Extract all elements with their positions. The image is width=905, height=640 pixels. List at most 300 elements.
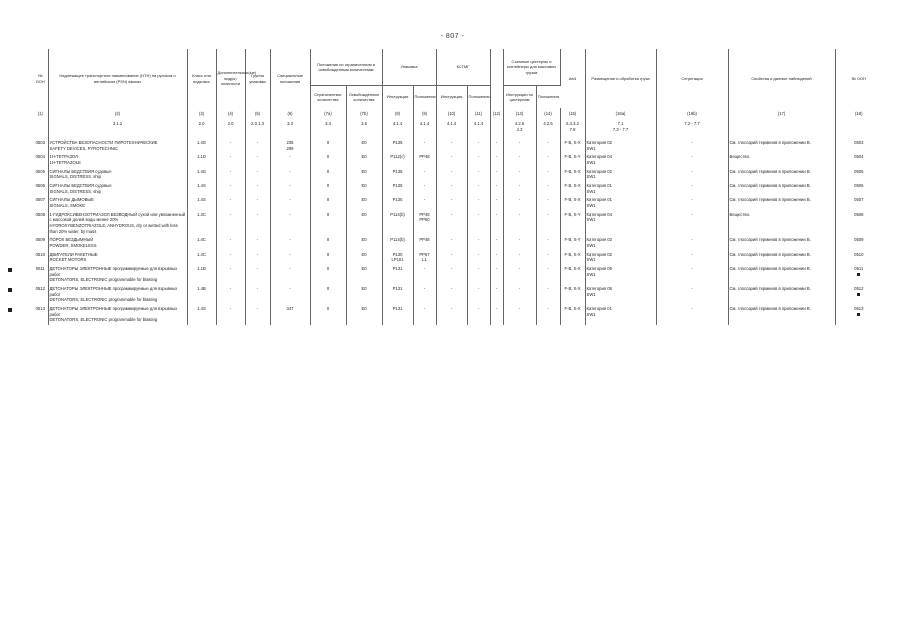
excepted-quantity: E0 [346, 139, 382, 153]
class: 1.4G [187, 168, 216, 182]
table-row [33, 182, 882, 196]
packing-provision: - [413, 285, 436, 305]
segregation: - [656, 153, 728, 167]
row-marker-icon [8, 288, 12, 292]
subsidiary-hazard: - [216, 251, 245, 265]
ems-code: F-B, S-X [560, 139, 585, 153]
header-ibc-provisions: Положения [467, 86, 490, 109]
tank-instruction: - [503, 305, 536, 325]
column-number: (3) [187, 108, 216, 120]
tank-instruction: - [503, 182, 536, 196]
class: 1.4C [187, 236, 216, 250]
ibc-instruction: - [436, 182, 467, 196]
header-excepted: Освобожденные количества [346, 86, 382, 109]
packing-provision: PP48 [413, 236, 436, 250]
header-packing-provisions: Положения [413, 86, 436, 109]
column-number: (17) [728, 108, 835, 120]
column-number: (6) [270, 108, 310, 120]
header-class: Класс или подкласс [187, 49, 216, 108]
packing-provision: PP67 L1 [413, 251, 436, 265]
ibc-instruction: - [436, 196, 467, 210]
limited-quantity: 0 [310, 168, 346, 182]
properties-observations: См. глоссарий терминов в приложении В. [728, 168, 835, 182]
stowage-handling: Категория 04 SW1 [585, 153, 656, 167]
tank-instruction: - [503, 236, 536, 250]
header-ibc: КСГМГ [436, 49, 490, 86]
tank-provision: - [536, 196, 560, 210]
ibc-provision: - [467, 285, 490, 305]
column-number: (5) [245, 108, 270, 120]
column-number: (18) [855, 111, 863, 117]
column-number: (1) [33, 108, 48, 120]
limited-quantity: 0 [310, 251, 346, 265]
column-number: (7b) [346, 108, 382, 120]
properties-observations: Вещество. [728, 153, 835, 167]
proper-shipping-name: 1-ГИДРОКСИБЕНЗОТРИАЗОЛ БЕЗВОДНЫЙ сухой или увлажненный с массовой долей воды менее 20% HYDROXYBENZOTRIAZOLE, ANHYDROUS, dry or wetted with less than 20% water, by mass [48, 211, 187, 237]
packing-group: - [245, 211, 270, 237]
special-provisions: - [270, 265, 310, 285]
packing-provision: - [413, 265, 436, 285]
tank-provision: - [536, 236, 560, 250]
class: 1.4G [187, 139, 216, 153]
packing-group: - [245, 196, 270, 210]
packing-instruction: P114(b) [382, 236, 413, 250]
ems-code: F-B, S-Y [560, 153, 585, 167]
column-number: (13) [503, 108, 536, 120]
column-number: (2) [48, 108, 187, 120]
tank-provision: - [536, 285, 560, 305]
ibc-instruction: - [436, 168, 467, 182]
column-number: (14) [536, 108, 560, 120]
segregation: - [656, 168, 728, 182]
ems-code: F-B, S-X [560, 196, 585, 210]
tank-provision: - [536, 139, 560, 153]
ibc-provision: - [467, 265, 490, 285]
ibc-provision: - [467, 182, 490, 196]
column-reference: 2.0 [216, 120, 245, 139]
special-provisions: - [270, 153, 310, 167]
table-row [33, 285, 882, 305]
proper-shipping-name: СИГНАЛЫ БЕДСТВИЯ судовые SIGNALS, DISTRESS, ship [48, 182, 187, 196]
subsidiary-hazard: - [216, 168, 245, 182]
column-reference: 3.1.2 [48, 120, 187, 139]
un-number-end: 0510 [854, 251, 864, 257]
ibc-provision: - [467, 196, 490, 210]
segregation: - [656, 196, 728, 210]
packing-provision: - [413, 305, 436, 325]
column-number: (9) [413, 108, 436, 120]
properties-observations: См. глоссарий терминов в приложении В. [728, 305, 835, 325]
header-limited-excepted: Положения по ограниченным и освобожденным количествам [310, 49, 382, 86]
packing-group: - [245, 153, 270, 167]
ibc-provision: - [467, 236, 490, 250]
header-limited: Ограниченные количества [310, 86, 346, 109]
column-reference: 3.4 [310, 120, 346, 139]
column-reference [835, 120, 882, 139]
un-number: 0503 [33, 139, 48, 153]
packing-provision: - [413, 139, 436, 153]
table-row [33, 305, 882, 325]
un-number: 0508 [33, 211, 48, 237]
limited-quantity: 0 [310, 305, 346, 325]
proper-shipping-name: СИГНАЛЫ ДЫМОВЫЕ SIGNALS, SMOKE [48, 196, 187, 210]
tank-provision: - [536, 153, 560, 167]
column-reference: 2.0.1.3 [245, 120, 270, 139]
un-number: 0504 [33, 153, 48, 167]
packing-instruction: P131 [382, 265, 413, 285]
packing-instruction: P130 LP101 [382, 251, 413, 265]
packing-instruction: P131 [382, 285, 413, 305]
table-row [33, 251, 882, 265]
limited-quantity: 0 [310, 265, 346, 285]
column-12: - [490, 168, 503, 182]
tank-provision: - [536, 211, 560, 237]
properties-observations: См. глоссарий терминов в приложении В. [728, 182, 835, 196]
page-number: - 807 - [440, 33, 465, 40]
un-number: 0513 [33, 305, 48, 325]
header-segregation: Сегрегация [656, 49, 728, 108]
header-tank-provisions: Положения [537, 94, 559, 100]
header-col-12 [490, 49, 503, 108]
proper-shipping-name: ДВИГАТЕЛИ РАКЕТНЫЕ ROCKET MOTORS [48, 251, 187, 265]
ibc-instruction: - [436, 251, 467, 265]
packing-group: - [245, 265, 270, 285]
class: 1.4B [187, 285, 216, 305]
un-number: 0512 [33, 285, 48, 305]
excepted-quantity: E0 [346, 182, 382, 196]
change-marker-icon [857, 293, 860, 296]
packing-provision: - [413, 182, 436, 196]
stowage-handling: Категория 02 SW1 [585, 168, 656, 182]
column-reference: 5.4.3.2 7.8 [560, 120, 585, 139]
stowage-handling: Категория 02 SW1 [585, 236, 656, 250]
header-name: Надлежащее транспортное наименование (НТН) на русском и английском (PSN) языках [48, 49, 187, 108]
limited-quantity: 0 [310, 236, 346, 250]
change-marker-icon [857, 313, 860, 316]
packing-instruction: P131 [382, 305, 413, 325]
limited-quantity: 0 [310, 285, 346, 305]
ems-code: F-B, S-X [560, 251, 585, 265]
tank-provision: - [536, 265, 560, 285]
subsidiary-hazard: - [216, 182, 245, 196]
ibc-provision: - [467, 139, 490, 153]
subsidiary-hazard: - [216, 265, 245, 285]
header-subsidiary: Дополнительная(ые) вид(ы) опасности [216, 49, 245, 108]
segregation: - [656, 236, 728, 250]
tank-instruction: - [503, 139, 536, 153]
column-number: (11) [467, 108, 490, 120]
header-portable-tanks: Съемные цистерны и контейнеры для массовых грузов [503, 49, 560, 86]
excepted-quantity: E0 [346, 153, 382, 167]
ems-code: F-B, S-X [560, 265, 585, 285]
un-number-end: 0511 [835, 265, 882, 285]
stowage-handling: Категория 01 SW1 [585, 196, 656, 210]
properties-observations: См. глоссарий терминов в приложении В. [728, 236, 835, 250]
segregation: - [656, 182, 728, 196]
excepted-quantity: E0 [346, 285, 382, 305]
column-12: - [490, 139, 503, 153]
header-ems: АвЧ [560, 49, 585, 108]
column-reference-row [33, 120, 882, 139]
excepted-quantity: E0 [346, 236, 382, 250]
tank-provision: - [536, 251, 560, 265]
class: 1.3C [187, 211, 216, 237]
row-marker-icon [8, 308, 12, 312]
table-row [33, 168, 882, 182]
un-number-end: 0504 [854, 154, 864, 160]
change-marker-icon [857, 273, 860, 276]
class: 1.4S [187, 182, 216, 196]
column-reference [33, 120, 48, 139]
ems-code: F-B, S-X [560, 168, 585, 182]
special-provisions: - [270, 211, 310, 237]
class: 1.4S [187, 305, 216, 325]
properties-observations: См. глоссарий терминов в приложении В. [728, 139, 835, 153]
excepted-quantity: E0 [346, 211, 382, 237]
column-reference: 4.1.4 [467, 120, 490, 139]
proper-shipping-name: СИГНАЛЫ БЕДСТВИЯ судовые SIGNALS, DISTRESS, ship [48, 168, 187, 182]
subsidiary-hazard: - [216, 305, 245, 325]
limited-quantity: 0 [310, 153, 346, 167]
special-provisions: - [270, 236, 310, 250]
subsidiary-hazard: - [216, 153, 245, 167]
column-number: (4) [216, 108, 245, 120]
properties-observations: См. глоссарий терминов в приложении В. [728, 251, 835, 265]
un-number-end: 0506 [854, 183, 864, 189]
packing-instruction: P114(b) [382, 211, 413, 237]
header-properties: Свойства и данные наблюдений [728, 49, 835, 108]
column-12: - [490, 196, 503, 210]
stowage-handling: Категория 01 SW1 [585, 305, 656, 325]
packing-instruction: P135 [382, 182, 413, 196]
ibc-provision: - [467, 168, 490, 182]
tank-instruction: - [503, 285, 536, 305]
subsidiary-hazard: - [216, 139, 245, 153]
packing-group: - [245, 285, 270, 305]
packing-instruction: P112(c) [382, 153, 413, 167]
column-number: (16a) [585, 108, 656, 120]
column-reference [490, 120, 503, 139]
special-provisions: - [270, 168, 310, 182]
un-number: 0505 [33, 168, 48, 182]
ems-code: F-B, S-X [560, 305, 585, 325]
column-reference: 4.2.5 [536, 120, 560, 139]
column-reference: 2.0 [187, 120, 216, 139]
special-provisions: - [270, 182, 310, 196]
stowage-handling: Категория 02 SW1 [585, 251, 656, 265]
ibc-instruction: - [436, 211, 467, 237]
class: 1.1D [187, 153, 216, 167]
packing-instruction: P135 [382, 168, 413, 182]
tank-instruction: - [503, 196, 536, 210]
column-reference: 3.5 [346, 120, 382, 139]
un-number-end: 0513 [835, 305, 882, 325]
tank-instruction: - [503, 168, 536, 182]
table-row [33, 139, 882, 153]
header-stowage: Размещение и обработка груза [585, 49, 656, 108]
segregation: - [656, 305, 728, 325]
ibc-instruction: - [436, 236, 467, 250]
packing-provision: - [413, 196, 436, 210]
packing-group: - [245, 236, 270, 250]
dangerous-goods-rows [33, 139, 882, 325]
excepted-quantity: E0 [346, 265, 382, 285]
column-12: - [490, 182, 503, 196]
column-number-row [33, 108, 882, 120]
column-12: - [490, 153, 503, 167]
special-provisions: - [270, 285, 310, 305]
tank-instruction: - [503, 265, 536, 285]
tank-provision: - [536, 305, 560, 325]
column-reference: 4.1.4 [413, 120, 436, 139]
un-number-end: 0507 [854, 197, 864, 203]
un-number-end: 0508 [854, 211, 864, 217]
header-row-main [33, 49, 882, 86]
special-provisions: 235 289 [270, 139, 310, 153]
header-packing-instructions: Инструкции [382, 86, 413, 109]
proper-shipping-name: ДЕТОНАТОРЫ ЭЛЕКТРОННЫЕ программируемые для взрывных работ DETONATORS, ELECTRONIC programmable for blasting [48, 285, 187, 305]
header-un-no: № ООН [33, 49, 48, 108]
subsidiary-hazard: - [216, 236, 245, 250]
column-number: (15) [560, 108, 585, 120]
tank-provision: - [536, 182, 560, 196]
tank-instruction: - [503, 211, 536, 237]
un-number-end: 0505 [854, 168, 864, 174]
un-number-end: 0509 [854, 237, 864, 243]
ibc-provision: - [467, 305, 490, 325]
segregation: - [656, 251, 728, 265]
excepted-quantity: E0 [346, 168, 382, 182]
subsidiary-hazard: - [216, 211, 245, 237]
column-reference: 4.1.4 [382, 120, 413, 139]
special-provisions: - [270, 196, 310, 210]
ems-code: F-B, S-X [560, 182, 585, 196]
un-number-end: 0503 [854, 140, 864, 145]
column-number: (7a) [310, 108, 346, 120]
limited-quantity: 0 [310, 196, 346, 210]
proper-shipping-name: ПОРОХ БЕЗДЫМНЫЙ POWDER, SMOKELESS [48, 236, 187, 250]
limited-quantity: 0 [310, 182, 346, 196]
column-reference: 4.1.4 [436, 120, 467, 139]
table-row [33, 265, 882, 285]
ibc-instruction: - [436, 153, 467, 167]
ibc-provision: - [467, 251, 490, 265]
column-number: (8) [382, 108, 413, 120]
packing-group: - [245, 305, 270, 325]
ems-code: F-B, S-X [560, 285, 585, 305]
packing-provision: PP48 [413, 153, 436, 167]
ibc-provision: - [467, 211, 490, 237]
ems-code: F-B, S-Y [560, 211, 585, 237]
stowage-handling: Категория 01 SW1 [585, 182, 656, 196]
segregation: - [656, 211, 728, 237]
limited-quantity: 0 [310, 139, 346, 153]
segregation: - [656, 265, 728, 285]
column-number: (12) [490, 108, 503, 120]
proper-shipping-name: УСТРОЙСТВА БЕЗОПАСНОСТИ ПИРОТЕХНИЧЕСКИЕ SAFETY DEVICES, PYROTECHNIC [48, 139, 187, 153]
stowage-handling: Категория 04 SW1 [585, 211, 656, 237]
excepted-quantity: E0 [346, 196, 382, 210]
proper-shipping-name: 1Н-ТЕТРАЗОЛ 1H-TETRAZOLE [48, 153, 187, 167]
table-row [33, 236, 882, 250]
column-12: - [490, 236, 503, 250]
dangerous-goods-list-table [33, 49, 882, 325]
subsidiary-hazard: - [216, 285, 245, 305]
properties-observations: Вещество. [728, 211, 835, 237]
column-12: - [490, 305, 503, 325]
table-row [33, 196, 882, 210]
stowage-handling: Категория 05 SW1 [585, 285, 656, 305]
column-number: (16b) [656, 108, 728, 120]
header-packing-group: Группа упаковки [245, 49, 270, 108]
column-reference: 3.3 [270, 120, 310, 139]
packing-group: - [245, 182, 270, 196]
limited-quantity: 0 [310, 211, 346, 237]
segregation: - [656, 285, 728, 305]
ibc-instruction: - [436, 139, 467, 153]
column-12: - [490, 265, 503, 285]
proper-shipping-name: ДЕТОНАТОРЫ ЭЛЕКТРОННЫЕ программируемые для взрывных работ DETONATORS, ELECTRONIC programmable for blasting [48, 305, 187, 325]
un-number-end: 0512 [835, 285, 882, 305]
column-12: - [490, 285, 503, 305]
excepted-quantity: E0 [346, 305, 382, 325]
special-provisions: 347 [270, 305, 310, 325]
ibc-instruction: - [436, 305, 467, 325]
column-reference: 7.1 7.3 - 7.7 [585, 120, 656, 139]
proper-shipping-name: ДЕТОНАТОРЫ ЭЛЕКТРОННЫЕ программируемые для взрывных работ DETONATORS, ELECTRONIC programmable for blasting [48, 265, 187, 285]
header-tank-instructions: Инструкции по цистернам [503, 86, 536, 109]
stowage-handling: Категория 02 SW1 [585, 139, 656, 153]
tank-instruction: - [503, 153, 536, 167]
ibc-provision: - [467, 153, 490, 167]
header-ibc-instructions: Инструкции [436, 86, 467, 109]
un-number: 0506 [33, 182, 48, 196]
tank-provision: - [536, 168, 560, 182]
packing-provision: - [413, 168, 436, 182]
packing-group: - [245, 251, 270, 265]
packing-instruction: P135 [382, 139, 413, 153]
subsidiary-hazard: - [216, 196, 245, 210]
table-row [33, 211, 882, 237]
class: 1.1B [187, 265, 216, 285]
table-row [33, 153, 882, 167]
header-packaging: Упаковка [382, 49, 436, 86]
un-number: 0510 [33, 251, 48, 265]
column-number: (10) [436, 108, 467, 120]
stowage-handling: Категория 05 SW1 [585, 265, 656, 285]
un-number: 0511 [33, 265, 48, 285]
properties-observations: См. глоссарий терминов в приложении В. [728, 285, 835, 305]
ems-code: F-B, S-Y [560, 236, 585, 250]
column-reference: 7.2 - 7.7 [656, 120, 728, 139]
column-reference [728, 120, 835, 139]
excepted-quantity: E0 [346, 251, 382, 265]
header-un-no-end: № ООН [851, 75, 867, 81]
column-reference: 4.2.5 4.3 [503, 120, 536, 139]
tank-instruction: - [503, 251, 536, 265]
column-12: - [490, 211, 503, 237]
row-marker-icon [8, 268, 12, 272]
class: 1.4C [187, 251, 216, 265]
packing-group: - [245, 168, 270, 182]
column-12: - [490, 251, 503, 265]
header-special-provisions: Специальные положения [270, 49, 310, 108]
properties-observations: См. глоссарий терминов в приложении В. [728, 265, 835, 285]
special-provisions: - [270, 251, 310, 265]
packing-provision: PP48 PP50 [413, 211, 436, 237]
ibc-instruction: - [436, 265, 467, 285]
packing-instruction: P135 [382, 196, 413, 210]
